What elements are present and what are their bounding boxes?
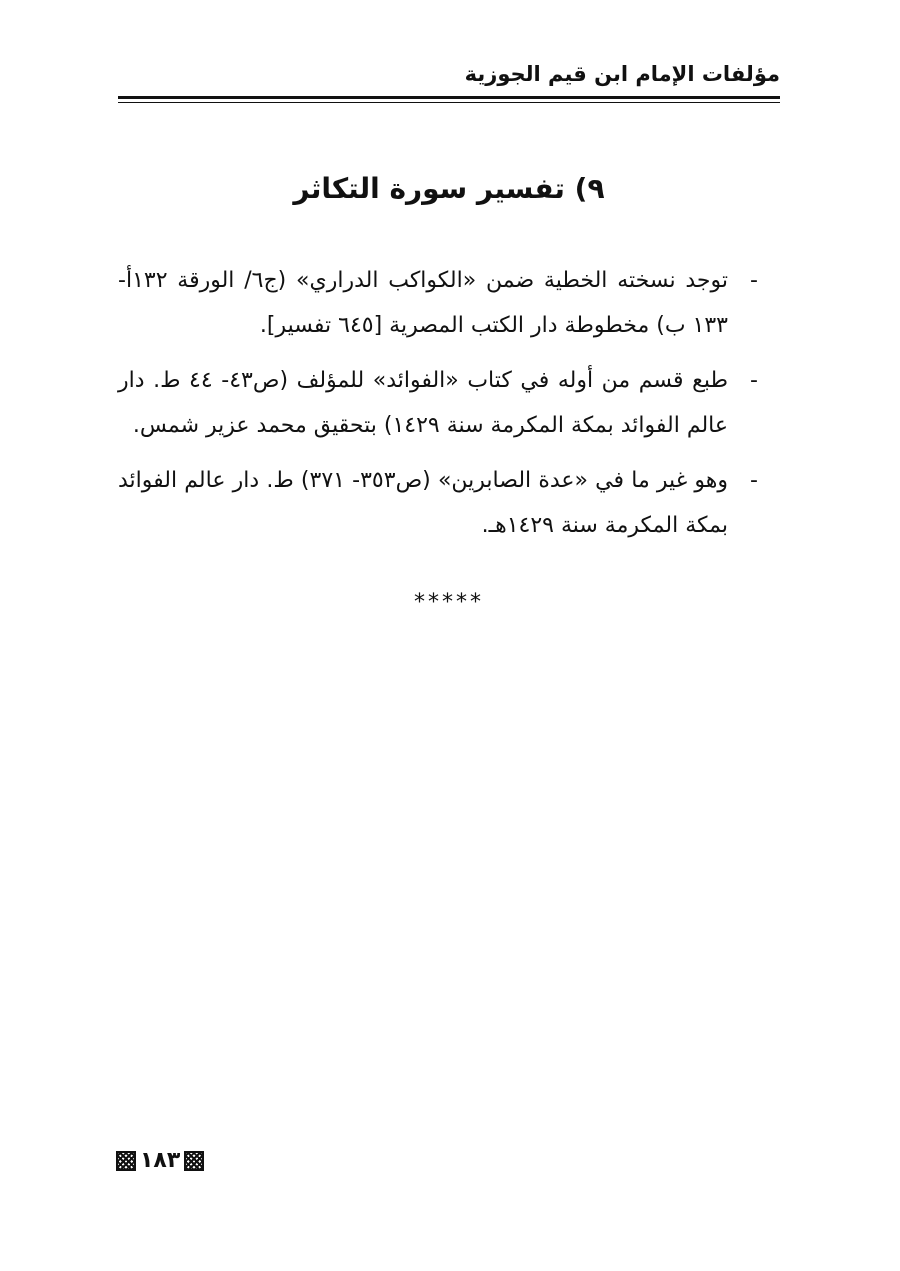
- page-folio: [116, 1148, 204, 1174]
- ornament-right-icon: [184, 1151, 204, 1171]
- list-item: [118, 258, 780, 348]
- list-dash-marker: -: [750, 268, 758, 293]
- list-item: [118, 358, 780, 448]
- ornament-left-icon: [116, 1151, 136, 1171]
- list-item: [118, 458, 780, 548]
- chapter-title: ٩) تفسير سورة التكاثر: [293, 172, 605, 205]
- header-rule-thick: [118, 96, 780, 99]
- page-number: ١٨٣: [140, 1148, 181, 1173]
- list-dash-marker: -: [750, 368, 758, 393]
- entry-list: [118, 258, 780, 558]
- header-rule-thin: [118, 102, 780, 103]
- list-item-text: طبع قسم من أوله في كتاب «الفوائد» للمؤلف (ص٤٣- ٤٤ ط. دار عالم الفوائد بمكة المكرمة سنة ١٤٢٩) بتحقيق محمد عزير شمس.: [118, 368, 728, 438]
- running-header-title: مؤلفات الإمام ابن قيم الجوزية: [464, 62, 780, 86]
- list-item-text: وهو غير ما في «عدة الصابرين» (ص٣٥٣- ٣٧١) ط. دار عالم الفوائد بمكة المكرمة سنة ١٤٢٩هـ.: [118, 468, 728, 538]
- section-separator-asterisks: *****: [414, 590, 484, 615]
- list-dash-marker: -: [750, 468, 758, 493]
- list-item-text: توجد نسخته الخطية ضمن «الكواكب الدراري» (ج٦/ الورقة ١٣٢أ- ١٣٣ ب) مخطوطة دار الكتب المصرية [٦٤٥ تفسير].: [118, 268, 728, 338]
